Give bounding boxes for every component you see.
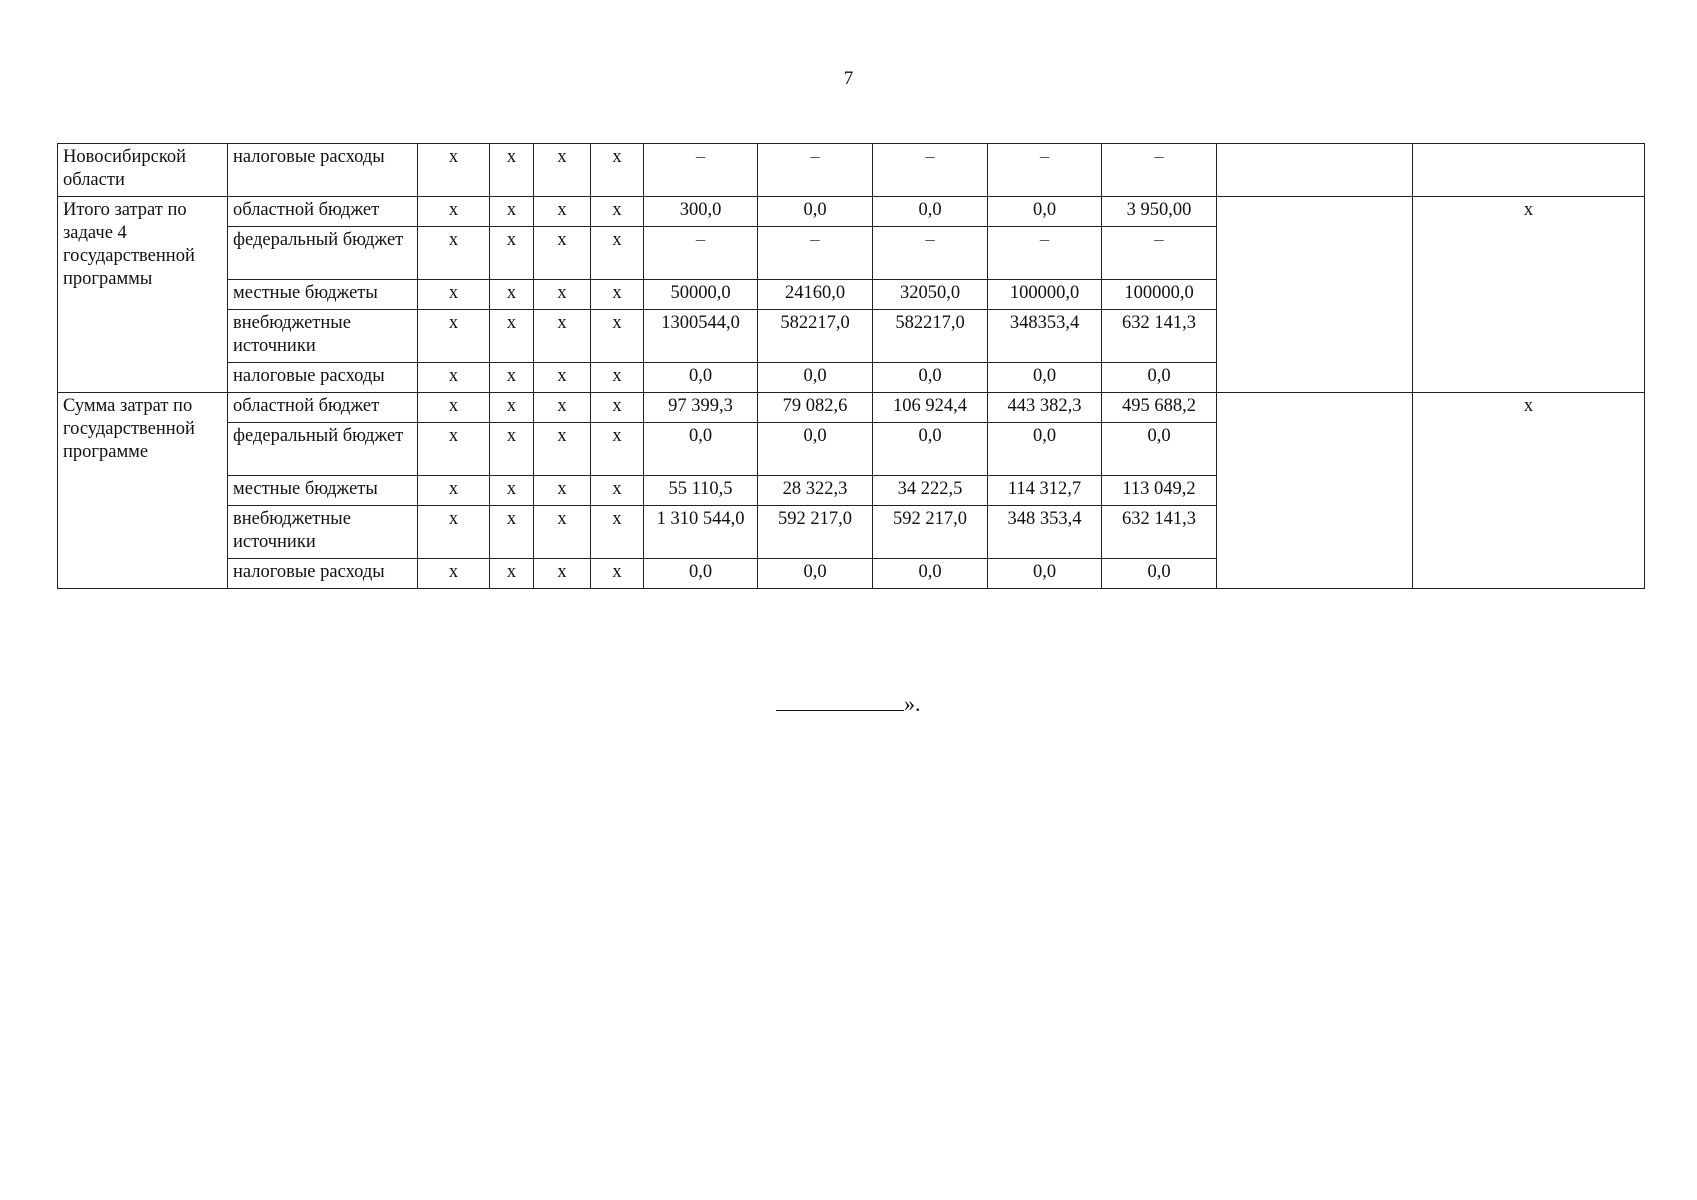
value-cell: 24160,0 [758,280,873,310]
value-cell: – [988,227,1102,280]
x-cell: х [534,476,591,506]
x-cell: х [591,559,644,589]
x-cell: х [591,280,644,310]
row-group-label: Сумма затрат по государственной программе [58,393,228,589]
value-cell: 0,0 [644,423,758,476]
value-cell: 55 110,5 [644,476,758,506]
x-cell: х [490,506,534,559]
funding-source: областной бюджет [228,197,418,227]
x-cell: х [534,144,591,197]
table-row [58,393,1645,423]
funding-source: местные бюджеты [228,476,418,506]
x-cell: х [490,227,534,280]
value-cell: 0,0 [873,197,988,227]
value-cell: 495 688,2 [1102,393,1217,423]
value-cell: 1 310 544,0 [644,506,758,559]
value-cell: – [1102,144,1217,197]
value-cell: – [758,227,873,280]
x-cell: х [591,310,644,363]
value-cell: 0,0 [758,197,873,227]
value-cell: 0,0 [758,363,873,393]
value-cell: 100000,0 [988,280,1102,310]
value-cell: 0,0 [758,559,873,589]
budget-table [57,143,1645,589]
x-cell: х [534,423,591,476]
x-cell: х [418,393,490,423]
x-cell: х [418,227,490,280]
value-cell: 0,0 [1102,423,1217,476]
x-cell: х [490,197,534,227]
page-number: 7 [843,68,854,89]
x-cell: х [490,476,534,506]
value-cell: 3 950,00 [1102,197,1217,227]
x-cell: х [534,559,591,589]
value-cell: 97 399,3 [644,393,758,423]
value-cell: 32050,0 [873,280,988,310]
executor-cell [1217,393,1413,589]
value-cell: 300,0 [644,197,758,227]
value-cell: 50000,0 [644,280,758,310]
value-cell: 592 217,0 [873,506,988,559]
value-cell: 592 217,0 [758,506,873,559]
x-cell: х [591,423,644,476]
x-cell: х [490,423,534,476]
value-cell: 0,0 [873,363,988,393]
result-cell: х [1413,197,1645,393]
value-cell: 34 222,5 [873,476,988,506]
x-cell: х [418,476,490,506]
value-cell: 0,0 [644,559,758,589]
funding-source: внебюджетные источники [228,310,418,363]
x-cell: х [534,310,591,363]
x-cell: х [591,197,644,227]
x-cell: х [418,144,490,197]
value-cell: 0,0 [758,423,873,476]
x-cell: х [591,363,644,393]
executor-cell [1217,197,1413,393]
x-cell: х [591,393,644,423]
x-cell: х [490,310,534,363]
value-cell: 632 141,3 [1102,310,1217,363]
x-cell: х [490,144,534,197]
x-cell: х [490,363,534,393]
funding-source: местные бюджеты [228,280,418,310]
funding-source: налоговые расходы [228,559,418,589]
funding-source: налоговые расходы [228,363,418,393]
value-cell: 114 312,7 [988,476,1102,506]
result-cell [1413,144,1645,197]
value-cell: – [988,144,1102,197]
value-cell: 0,0 [644,363,758,393]
value-cell: 582217,0 [873,310,988,363]
closing-quote: ». [904,691,921,716]
x-cell: х [534,197,591,227]
value-cell: 0,0 [988,197,1102,227]
value-cell: 0,0 [988,559,1102,589]
funding-source: областной бюджет [228,393,418,423]
row-group-label: Новосибирской области [58,144,228,197]
value-cell: 0,0 [988,363,1102,393]
x-cell: х [490,280,534,310]
value-cell: 348 353,4 [988,506,1102,559]
funding-source: федеральный бюджет [228,227,418,280]
value-cell: – [1102,227,1217,280]
x-cell: х [591,227,644,280]
x-cell: х [490,559,534,589]
value-cell: 1300544,0 [644,310,758,363]
value-cell: 113 049,2 [1102,476,1217,506]
value-cell: 443 382,3 [988,393,1102,423]
value-cell: 632 141,3 [1102,506,1217,559]
x-cell: х [418,506,490,559]
x-cell: х [418,559,490,589]
value-cell: – [873,144,988,197]
x-cell: х [534,506,591,559]
value-cell: – [758,144,873,197]
result-cell: х [1413,393,1645,589]
x-cell: х [490,393,534,423]
x-cell: х [418,280,490,310]
x-cell: х [418,197,490,227]
value-cell: 0,0 [873,423,988,476]
x-cell: х [418,310,490,363]
value-cell: 79 082,6 [758,393,873,423]
x-cell: х [534,363,591,393]
x-cell: х [534,227,591,280]
x-cell: х [534,280,591,310]
row-group-label: Итого затрат по задаче 4 государственной программы [58,197,228,393]
value-cell: 28 322,3 [758,476,873,506]
value-cell: 0,0 [1102,559,1217,589]
x-cell: х [418,363,490,393]
funding-source: федеральный бюджет [228,423,418,476]
funding-source: налоговые расходы [228,144,418,197]
value-cell: 0,0 [873,559,988,589]
x-cell: х [591,144,644,197]
value-cell: – [644,144,758,197]
executor-cell [1217,144,1413,197]
x-cell: х [591,476,644,506]
closing-mark [776,690,921,717]
x-cell: х [418,423,490,476]
table-row [58,197,1645,227]
x-cell: х [534,393,591,423]
value-cell: 100000,0 [1102,280,1217,310]
value-cell: 582217,0 [758,310,873,363]
table-row [58,144,1645,197]
value-cell: – [873,227,988,280]
x-cell: х [591,506,644,559]
signature-line [776,690,904,711]
value-cell: – [644,227,758,280]
funding-source: внебюджетные источники [228,506,418,559]
value-cell: 0,0 [1102,363,1217,393]
value-cell: 348353,4 [988,310,1102,363]
value-cell: 0,0 [988,423,1102,476]
value-cell: 106 924,4 [873,393,988,423]
